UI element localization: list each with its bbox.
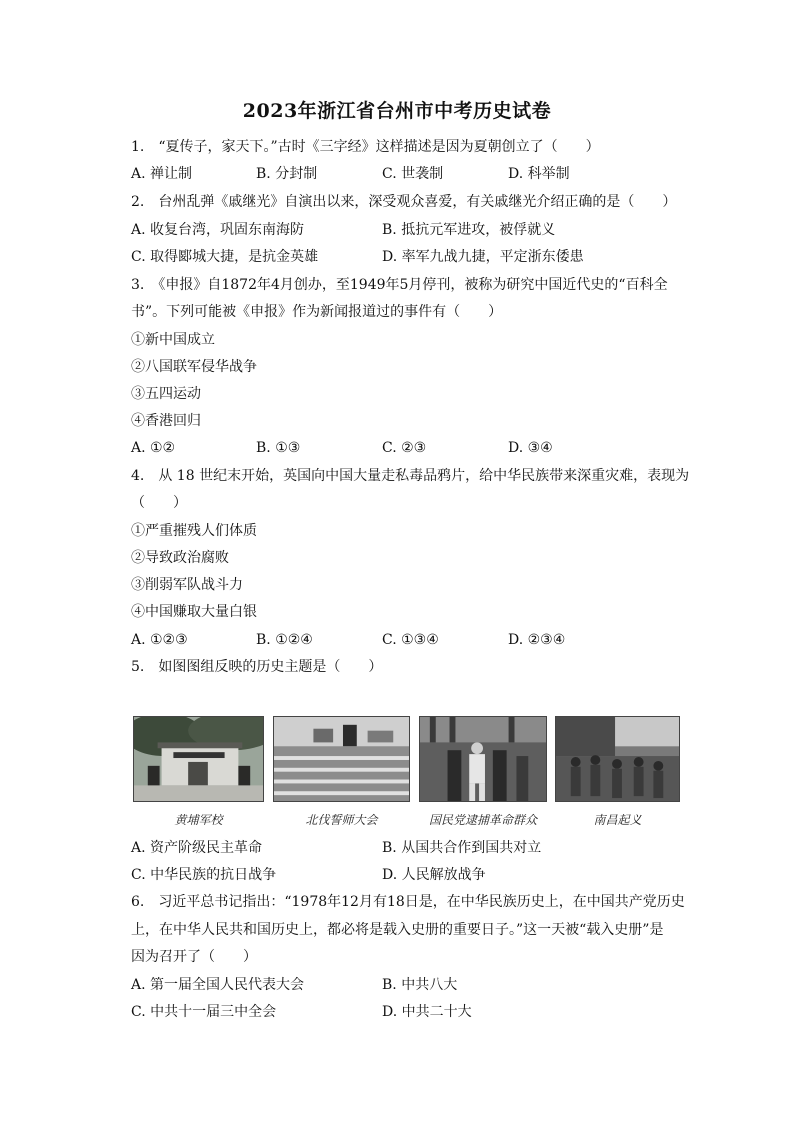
page-title: 2023年浙江省台州市中考历史试卷 [242, 100, 552, 122]
q4-option-d: D. ②③④ [508, 632, 566, 648]
q3-item-4: ④香港回归 [131, 413, 201, 429]
q1-option-b: B. 分封制 [256, 166, 318, 182]
q6-option-a: A. 第一届全国人民代表大会 [131, 977, 305, 993]
q3-option-c: C. ②③ [382, 440, 427, 456]
question-6-stem-line2: 上，在中华人民共和国历史上，都必将是载入史册的重要日子。”这一天被“载入史册”是 [131, 922, 664, 938]
q4-option-c: C. ①③④ [382, 632, 439, 648]
question-5-stem: 5. 如图图组反映的历史主题是（ ） [131, 659, 383, 675]
q2-option-a: A. 收复台湾，巩固东南海防 [131, 222, 305, 238]
q3-option-b: B. ①③ [256, 440, 301, 456]
question-1-stem: 1. “夏传子，家天下。”古时《三字经》这样描述是因为夏朝创立了（ ） [131, 139, 600, 155]
photo-nanchang-uprising [555, 716, 680, 802]
caption-nanchang: 南昌起义 [593, 813, 642, 827]
q2-option-c: C. 取得郾城大捷，是抗金英雄 [131, 249, 319, 265]
q2-option-b: B. 抵抗元军进攻，被俘就义 [382, 222, 556, 238]
caption-northern-expedition: 北伐誓师大会 [305, 813, 378, 827]
q6-option-b: B. 中共八大 [382, 977, 458, 993]
q1-option-a: A. 禅让制 [131, 166, 193, 182]
q4-item-2: ②导致政治腐败 [131, 550, 229, 566]
photo-northern-expedition-rally [273, 716, 410, 802]
q6-option-d: D. 中共二十大 [382, 1004, 472, 1020]
question-3-stem-line2: 书”。下列可能被《申报》作为新闻报道过的事件有（ ） [131, 304, 503, 320]
q3-item-3: ③五四运动 [131, 386, 201, 402]
caption-whampoa: 黄埔军校 [174, 813, 223, 827]
q5-option-a: A. 资产阶级民主革命 [131, 840, 263, 856]
q3-item-1: ①新中国成立 [131, 332, 215, 348]
question-4-stem-line2: （ ） [131, 495, 187, 511]
q3-option-d: D. ③④ [508, 440, 553, 456]
photo-arrest-of-revolutionaries [419, 716, 547, 802]
caption-arrest: 国民党逮捕革命群众 [428, 813, 537, 827]
question-6-stem-line3: 因为召开了（ ） [131, 949, 257, 965]
question-6-stem-line1: 6. 习近平总书记指出：“1978年12月有18日是，在中华民族历史上，在中国共产党历史 [131, 894, 685, 910]
q2-option-d: D. 率军九战九捷，平定浙东倭患 [382, 249, 584, 265]
q1-option-c: C. 世袭制 [382, 166, 444, 182]
q4-item-3: ③削弱军队战斗力 [131, 577, 243, 593]
q5-option-d: D. 人民解放战争 [382, 867, 486, 883]
q4-item-1: ①严重摧残人们体质 [131, 523, 257, 539]
q4-option-b: B. ①②④ [256, 632, 313, 648]
question-2-stem: 2. 台州乱弹《戚继光》自演出以来，深受观众喜爱，有关戚继光介绍正确的是（ ） [131, 194, 677, 210]
q4-option-a: A. ①②③ [131, 632, 188, 648]
question-4-stem-line1: 4. 从 18 世纪末开始，英国向中国大量走私毒品鸦片，给中华民族带来深重灾难，表现为 [131, 468, 690, 484]
q3-option-a: A. ①② [131, 440, 176, 456]
q1-option-d: D. 科举制 [508, 166, 570, 182]
photo-whampoa-academy [133, 716, 264, 802]
q4-item-4: ④中国赚取大量白银 [131, 604, 257, 620]
q5-option-b: B. 从国共合作到国共对立 [382, 840, 542, 856]
q6-option-c: C. 中共十一届三中全会 [131, 1004, 277, 1020]
q3-item-2: ②八国联军侵华战争 [131, 359, 257, 375]
question-3-stem-line1: 3. 《申报》自1872年4月创办，至1949年5月停刊，被称为研究中国近代史的“百科全 [131, 277, 668, 293]
q5-option-c: C. 中华民族的抗日战争 [131, 867, 277, 883]
